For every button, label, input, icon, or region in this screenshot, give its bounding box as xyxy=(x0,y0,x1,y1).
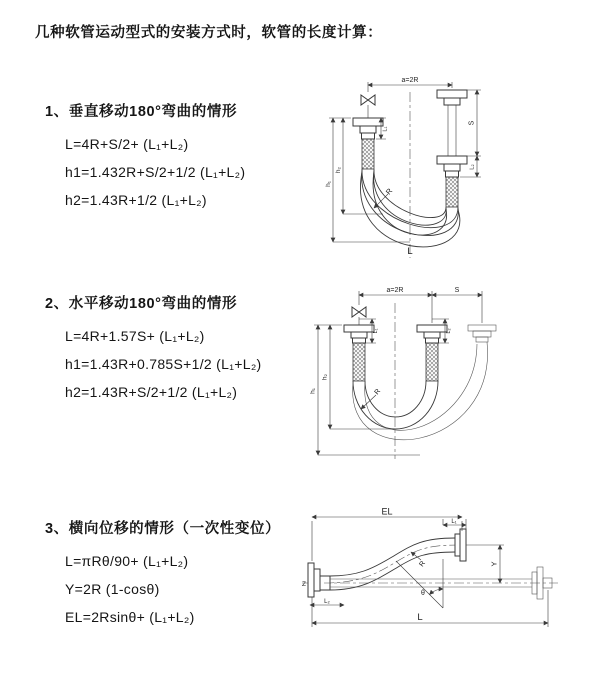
dim-label-el: EL xyxy=(381,506,393,517)
diagram-horizontal-180-bend xyxy=(308,283,543,463)
flange xyxy=(314,569,320,591)
diagram-lateral-displacement xyxy=(300,505,600,653)
section-2-formula-h2: h2=1.43R+S/2+1/2 (L₁+L₂) xyxy=(65,384,238,400)
dim-label-h2: h₂ xyxy=(335,166,342,174)
hose-braid xyxy=(426,343,438,381)
flange xyxy=(308,563,314,597)
u-bend-hose-curves xyxy=(353,342,488,440)
dim-label-a2r: a=2R xyxy=(386,287,404,294)
section-3-heading: 3、横向位移的情形（一次性变位） xyxy=(45,521,281,537)
flange xyxy=(360,126,376,133)
dim-label-l1: L₁ xyxy=(382,126,389,132)
flange xyxy=(444,98,460,105)
dim-label-s: S xyxy=(454,287,460,294)
hose-braid xyxy=(362,139,374,169)
dim-label-l2: L₂ xyxy=(446,328,452,334)
upper-flange-assembly xyxy=(455,529,466,561)
page-title: 几种软管运动型式的安装方式时，软管的长度计算： xyxy=(35,25,383,41)
valve-icon xyxy=(361,95,375,105)
flange xyxy=(460,529,466,561)
axis-mark: Z xyxy=(302,581,306,588)
flange xyxy=(455,534,460,556)
flange xyxy=(468,325,496,331)
dim-label-h1: h₁ xyxy=(325,181,332,187)
section-1-heading: 1、垂直移动180°弯曲的情形 xyxy=(45,104,238,120)
dim-label-theta: θ xyxy=(421,590,425,597)
dim-label-s: S xyxy=(468,120,476,126)
section-lateral-displacement xyxy=(45,521,325,637)
flange xyxy=(424,332,440,338)
dim-label-r: R xyxy=(373,387,383,397)
flange xyxy=(353,118,383,126)
dim-label-l2: L₂ xyxy=(324,599,330,605)
dim-label-r: R xyxy=(418,560,428,569)
section-1-formula-length: L=4R+S/2+ (L₁+L₂) xyxy=(65,136,189,152)
section-horizontal-180 xyxy=(45,296,325,412)
flange xyxy=(473,331,491,337)
dim-label-l1: L₁ xyxy=(373,328,379,334)
flange xyxy=(344,325,374,332)
left-pipe-assembly xyxy=(344,307,374,381)
section-2-formula-length: L=4R+1.57S+ (L₁+L₂) xyxy=(65,328,205,344)
dim-label-l1: L₁ xyxy=(451,519,457,525)
displaced-pipe-assembly xyxy=(468,325,496,342)
dim-label-a2r: a=2R xyxy=(401,77,419,84)
section-1-formula-h2: h2=1.43R+1/2 (L₁+L₂) xyxy=(65,192,207,208)
right-pipe-assembly xyxy=(437,90,467,207)
dim-label-l: L xyxy=(417,612,423,623)
angle-construction xyxy=(396,559,443,608)
flange xyxy=(437,90,467,98)
flange xyxy=(351,332,367,338)
dim-label-l2: L₂ xyxy=(469,164,476,170)
dim-label-r: R xyxy=(383,186,395,197)
diagram-vertical-180-bend xyxy=(315,72,510,267)
dim-label-l: L xyxy=(407,246,413,257)
left-pipe-assembly xyxy=(353,95,383,169)
dimensions xyxy=(310,507,548,628)
dim-label-h1: h₁ xyxy=(309,388,317,394)
dim-label-h2: h₂ xyxy=(321,373,329,381)
dimensions xyxy=(310,287,483,455)
flange xyxy=(444,164,460,171)
hose-braid xyxy=(353,343,365,381)
section-2-formula-h1: h1=1.43R+0.785S+1/2 (L₁+L₂) xyxy=(65,356,262,372)
section-1-formula-h1: h1=1.432R+S/2+1/2 (L₁+L₂) xyxy=(65,164,246,180)
valve-icon xyxy=(352,307,366,317)
section-3-formula-el: EL=2Rsinθ+ (L₁+L₂) xyxy=(65,609,195,625)
section-3-formula-length: L=πRθ/90+ (L₁+L₂) xyxy=(65,553,189,569)
section-vertical-180 xyxy=(45,104,325,220)
flange xyxy=(417,325,447,332)
middle-pipe-assembly xyxy=(417,325,447,381)
dim-label-y: Y xyxy=(489,561,499,567)
section-3-formula-y: Y=2R (1-cosθ) xyxy=(65,581,160,597)
hose-braid xyxy=(446,177,458,207)
left-flange-assembly xyxy=(308,563,330,597)
displaced-hose xyxy=(324,538,458,590)
flange xyxy=(437,156,467,164)
section-2-heading: 2、水平移动180°弯曲的情形 xyxy=(45,296,238,312)
